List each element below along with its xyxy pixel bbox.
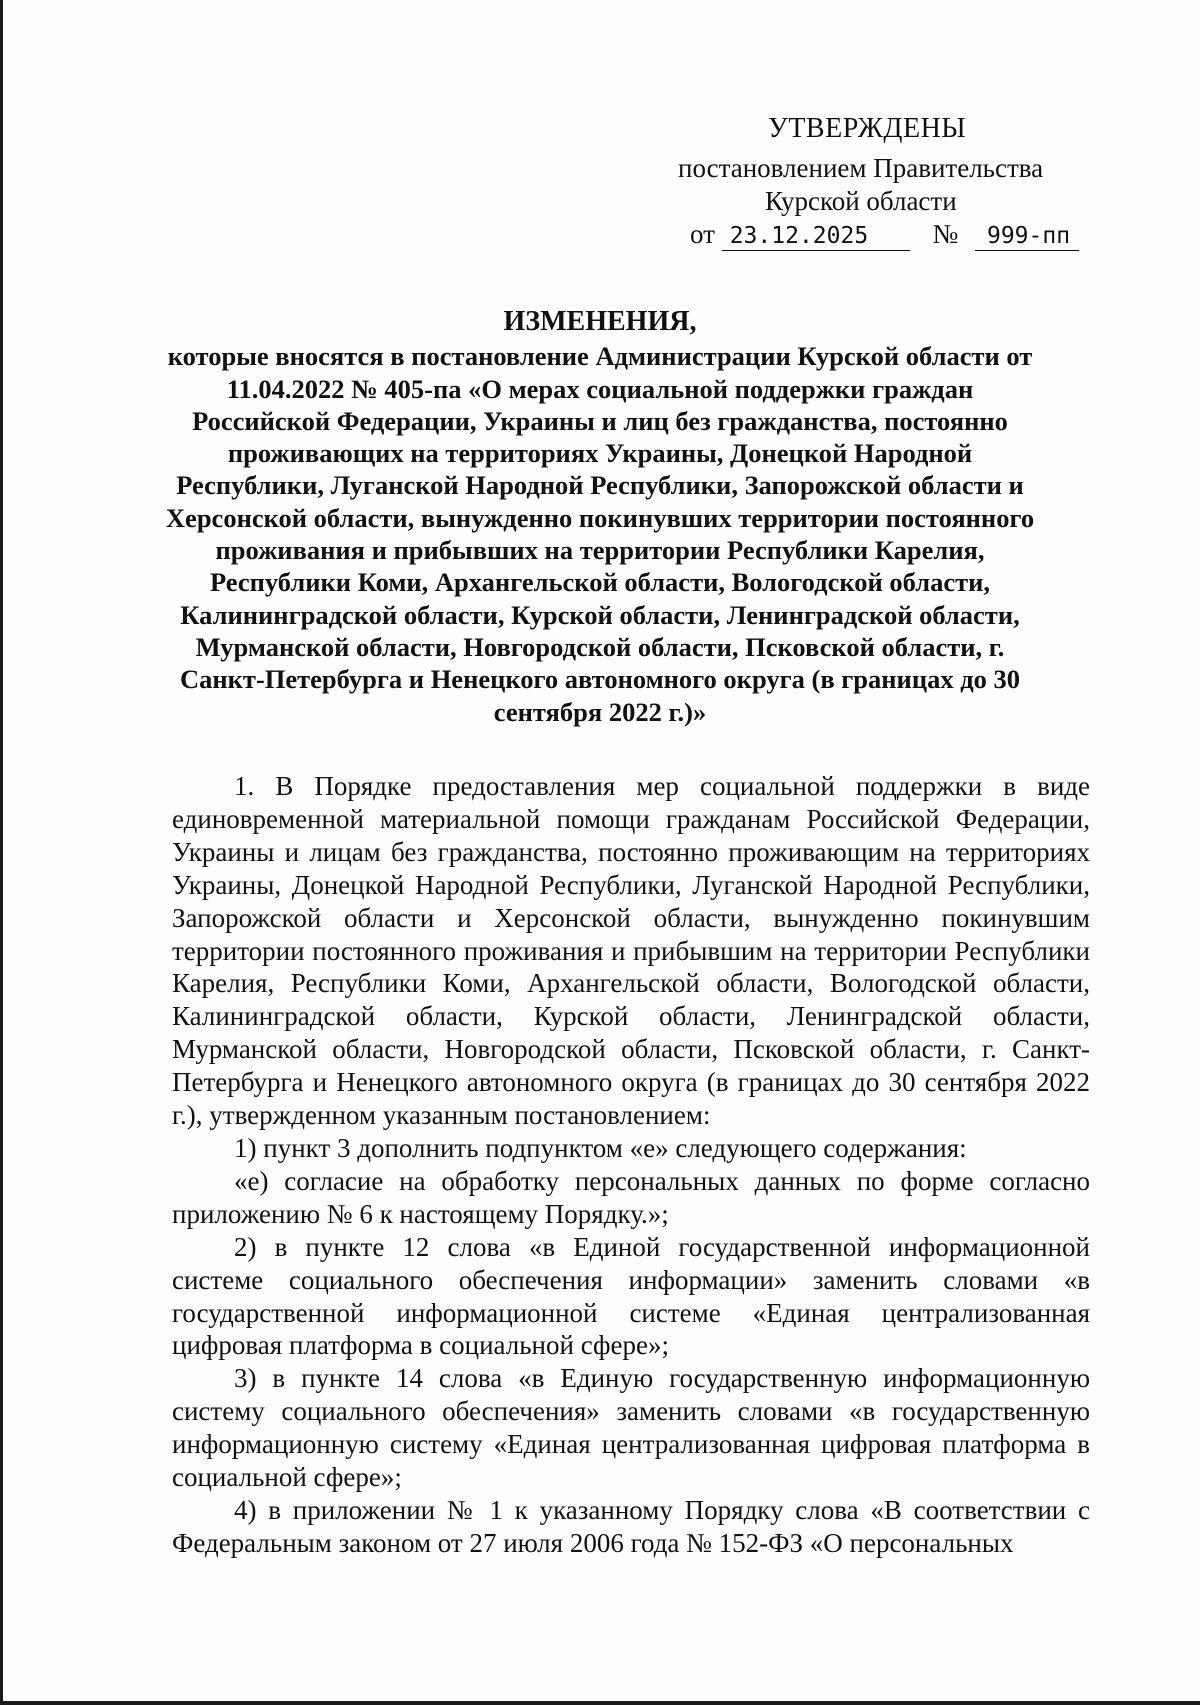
approval-issuer-line: постановлением Правительства — [678, 153, 1044, 183]
document-heading — [160, 306, 1040, 728]
scan-left-edge — [0, 0, 3, 1705]
approval-number-sign: № — [932, 219, 959, 249]
scan-bottom-edge — [0, 1701, 1200, 1705]
body-paragraph: 1. В Порядке предоставления мер социальной поддержки в виде единовременной материальной помощи гражданам Российской Федерации, Украины и лицам без гражданства, постоянно проживающим на территориях Украины, Донецкой Народной Республики, Луганской Народной Республики, Запорожской области и Херсонской области, вынужденно покинувшим территории постоянного проживания и прибывшим на территории Республики Карелия, Республики Коми, Архангельской области, Вологодской области, Калининградской области, Курской области, Ленинградской области, Мурманской области, Новгородской области, Псковской области, г. Санкт-Петербурга и Ненецкого автономного округа (в границах до 30 сентября 2022 г.), утвержденном указанным постановлением: — [172, 771, 1090, 1131]
document-body — [172, 770, 1090, 1560]
body-paragraph: 4) в приложении № 1 к указанному Порядку слова «В соответствии с Федеральным законом от 27 июля 2006 года № 152-ФЗ «О персональных — [172, 1494, 1090, 1558]
body-paragraph: 3) в пункте 14 слова «в Единую государственную информационную систему социального обеспечения» заменить словами «в государственную информационную систему «Единая централизованная цифровая платформа в социальной сфере»; — [172, 1363, 1090, 1493]
body-paragraph: «е) согласие на обработку персональных данных по форме согласно приложению № 6 к настоящему Порядку.»; — [172, 1165, 1090, 1229]
heading-title: ИЗМЕНЕНИЯ, — [503, 306, 697, 337]
approval-region-line: Курской области — [765, 186, 957, 216]
heading-subtitle: которые вносятся в постановление Администрации Курской области от 11.04.2022 № 405-па «О мерах социальной поддержки граждан Российской Федерации, Украины и лиц без гражданства, постоянно проживающих на территориях Украины, Донецкой Народной Республики, Луганской Народной Республики, Запорожской области и Херсонской области, вынужденно покинувших территории постоянного проживания и прибывших на территории Республики Карелия, Республики Коми, Архангельской области, Вологодской области, Калининградской области, Курской области, Ленинградской области, Мурманской области, Новгородской области, Псковской области, г. Санкт-Петербурга и Ненецкого автономного округа (в границах до 30 сентября 2022 г.)» — [165, 341, 1035, 727]
approval-title: УТВЕРЖДЕНЫ — [768, 113, 967, 144]
body-paragraph: 1) пункт 3 дополнить подпунктом «е» следующего содержания: — [234, 1132, 967, 1163]
approval-date: 23.12.2025 — [722, 222, 910, 251]
approval-number: 999-пп — [975, 222, 1079, 251]
body-paragraph: 2) в пункте 12 слова «в Единой государственной информационной системе социального обеспечения информации» заменить словами «в государственной информационной системе «Единая централизованная цифровая платформа в социальной сфере»; — [172, 1231, 1090, 1361]
approval-from-label: от — [690, 219, 715, 249]
approval-date-number-line — [690, 218, 1079, 251]
